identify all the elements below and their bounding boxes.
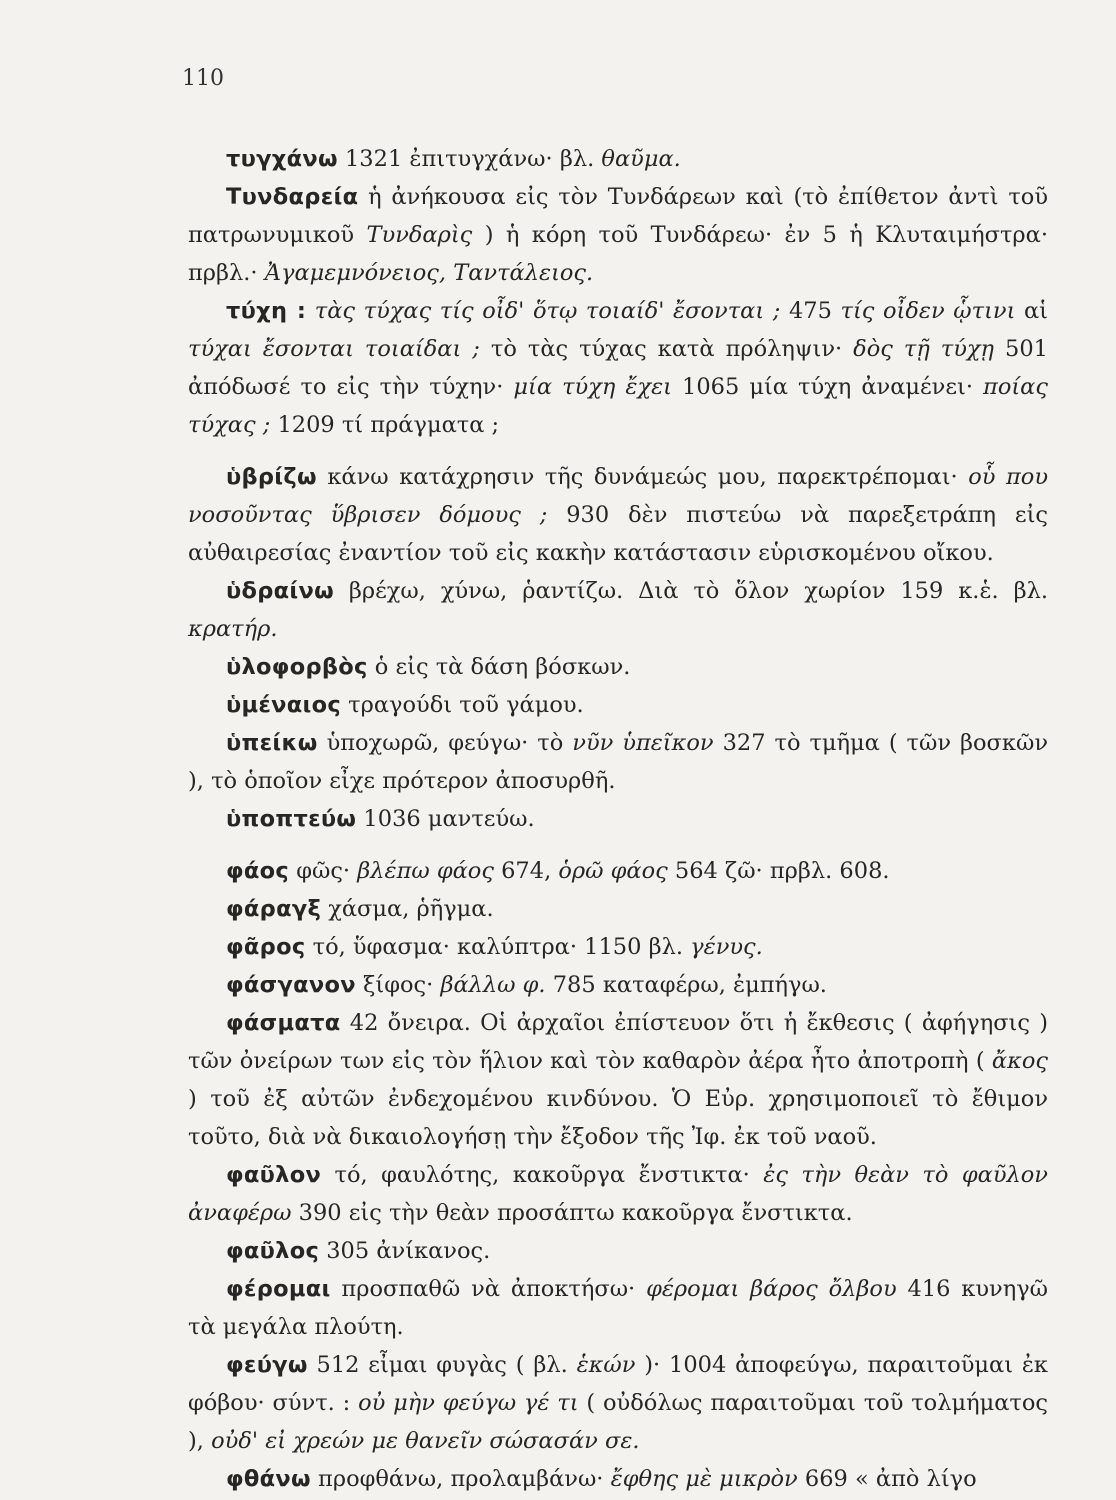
headword: φάσματα	[226, 1010, 341, 1036]
definition-text: αἱ	[1015, 298, 1049, 324]
definition-text: 390 εἰς τὴν θεὰν προσάπτω κακοῦργα ἔνστικτα.	[291, 1200, 853, 1226]
glossary-entry	[188, 292, 1048, 444]
headword: φέρομαι	[226, 1276, 331, 1302]
glossary-entry	[188, 1156, 1048, 1232]
glossary-entry	[188, 890, 1048, 928]
headword: τυγχάνω	[226, 146, 338, 172]
definition-text: 674,	[493, 858, 559, 884]
definition-text: τό, φαυλότης, κακοῦργα ἔνστικτα·	[321, 1162, 764, 1188]
glossary-entry	[188, 852, 1048, 890]
glossary-entry	[188, 648, 1048, 686]
definition-text: 416 κυνηγῶ τὰ μεγάλα πλούτη.	[188, 1276, 1048, 1340]
definition-text: ) τοῦ ἐξ αὐτῶν ἐνδεχομένου κινδύνου. Ὁ Εὐρ. χρησιμοποιεῖ τὸ ἔθιμον τοῦτο, διὰ νὰ δικαιολογήσῃ τὴν ἔξοδον τῆς Ἰφ. ἐκ τοῦ ναοῦ.	[188, 1086, 1048, 1150]
definition-text: ἡ ἀνήκουσα εἰς τὸν Τυνδάρεων καὶ (τὸ ἐπίθετον ἀντὶ τοῦ πατρωνυμικοῦ	[188, 184, 1048, 248]
definition-text: 501 ἀπόδωσέ το εἰς τὴν τύχην·	[188, 336, 1048, 400]
quoted-phrase: κρατήρ.	[188, 616, 278, 642]
quoted-phrase: ἑκών	[576, 1352, 636, 1378]
definition-text: 327 τὸ τμῆμα ( τῶν βοσκῶν ), τὸ ὁποῖον εἶχε πρότερον ἀποσυρθῆ.	[188, 730, 1049, 794]
headword: φαῦλος	[226, 1238, 320, 1264]
definition-text: 305 ἀνίκανος.	[319, 1238, 491, 1264]
headword: ὑπείκω	[226, 730, 318, 756]
quoted-phrase: βλέπω φάος	[357, 858, 494, 884]
definition-text: ( οὐδόλως παραιτοῦμαι τοῦ τολμήματος ),	[188, 1390, 1048, 1454]
definition-text: βρέχω, χύνω, ῥαντίζω. Διὰ τὸ ὅλον χωρίον 159 κ.ἑ. βλ.	[333, 578, 1048, 604]
definition-text: 512 εἶμαι φυγὰς ( βλ.	[307, 1352, 577, 1378]
definition-text: 930 δὲν πιστεύω νὰ παρεξετράπη εἰς αὐθαιρεσίας ἐναντίον τοῦ εἰς κακὴν κατάστασιν εὑρισκομένου οἴκου.	[188, 502, 1049, 566]
quoted-phrase: ποίας τύχας ;	[188, 374, 1048, 438]
glossary-entry	[188, 724, 1048, 800]
definition-text: κάνω κατάχρησιν τῆς δυνάμεώς μου, παρεκτρέπομαι·	[316, 464, 969, 490]
glossary-entry	[188, 178, 1048, 292]
glossary-entry	[188, 458, 1048, 572]
headword: τύχη :	[226, 298, 307, 324]
headword: φεύγω	[226, 1352, 308, 1378]
headword: φάος	[226, 858, 290, 884]
definition-text: ξίφος·	[355, 972, 441, 998]
quoted-phrase: θαῦμα.	[601, 146, 681, 172]
headword: φαῦλον	[226, 1162, 322, 1188]
glossary-entry	[188, 1270, 1048, 1346]
glossary-entry	[188, 572, 1048, 648]
quoted-phrase: βάλλω φ.	[440, 972, 546, 998]
definition-text: 564 ζῶ· πρβλ. 608.	[667, 858, 890, 884]
quoted-phrase: οὐ μὴν φεύγω γέ τι	[358, 1390, 579, 1416]
glossary-entry	[188, 1232, 1048, 1270]
glossary-entry	[188, 800, 1048, 838]
headword: φᾶρος	[226, 934, 306, 960]
quoted-phrase: Ἀγαμεμνόνειος, Ταντάλειος.	[264, 260, 594, 286]
headword: φθάνω	[226, 1466, 311, 1492]
quoted-phrase: τίς οἶδεν ᾧτινι	[840, 298, 1016, 324]
headword: ὑμέναιος	[226, 692, 342, 718]
headword: Τυνδαρεία	[226, 184, 359, 210]
headword: φάραγξ	[226, 896, 322, 922]
quoted-phrase: ἄκος	[991, 1048, 1048, 1074]
definition-text: 42 ὄνειρα. Οἱ ἀρχαῖοι ἐπίστευον ὅτι ἡ ἔκθεσις ( ἀφήγησις ) τῶν ὀνείρων των εἰς τὸν ἥλιον καὶ τὸν καθαρὸν ἀέρα ἦτο ἀποτροπὴ (	[188, 1010, 1048, 1074]
glossary-entry	[188, 1004, 1048, 1156]
definition-text: 1321 ἐπιτυγχάνω· βλ.	[337, 146, 602, 172]
definition-text: 1036 μαντεύω.	[356, 806, 535, 832]
quoted-phrase: φέρομαι βάρος ὄλβου	[646, 1276, 897, 1302]
headword: ὑβρίζω	[226, 464, 317, 490]
quoted-phrase: ἐς τὴν θεὰν τὸ φαῦλον ἀναφέρω	[188, 1162, 1048, 1226]
quoted-phrase: νῦν ὑπεῖκον	[572, 730, 714, 756]
definition-text: χάσμα, ῥῆγμα.	[321, 896, 494, 922]
quoted-phrase: οὐδ' εἰ χρεών με θανεῖν σώσασάν σε.	[211, 1428, 640, 1454]
definition-text: ὑποχωρῶ, φεύγω· τὸ	[317, 730, 573, 756]
quoted-phrase: ἔφθης μὲ μικρὸν	[610, 1466, 798, 1492]
definition-text: )· 1004 ἀποφεύγω, παραιτοῦμαι ἐκ φόβου· σύντ. :	[188, 1352, 1048, 1416]
quoted-phrase: οὗ που νοσοῦντας ὕβρισεν δόμους ;	[188, 464, 1048, 528]
glossary-entry	[188, 1346, 1048, 1460]
definition-text: 1209 τί πράγματα ;	[270, 412, 500, 438]
quoted-phrase: Τυνδαρὶς	[366, 222, 473, 248]
definition-text: 785 καταφέρω, ἐμπήγω.	[545, 972, 827, 998]
definition-text: προφθάνω, προλαμβάνω·	[310, 1466, 611, 1492]
definition-text: τό, ὕφασμα· καλύπτρα· 1150 βλ.	[305, 934, 691, 960]
glossary-entry	[188, 1460, 1048, 1498]
definition-text: 1065 μία τύχη ἀναμένει·	[672, 374, 984, 400]
quoted-phrase: ὁρῶ φάος	[558, 858, 668, 884]
headword: ὑποπτεύω	[226, 806, 357, 832]
definition-text: τραγούδι τοῦ γάμου.	[341, 692, 584, 718]
definition-text: 669 « ἀπὸ λίγο	[797, 1466, 977, 1492]
quoted-phrase: τὰς τύχας τίς οἶδ' ὅτῳ τοιαίδ' ἔσονται ;	[314, 298, 781, 324]
definition-text	[306, 298, 315, 324]
glossary-entry	[188, 966, 1048, 1004]
definition-text: 475	[780, 298, 841, 324]
glossary-entry	[188, 686, 1048, 724]
definition-text: ) ἡ κόρη τοῦ Τυνδάρεω· ἐν 5 ἡ Κλυταιμήστρα· πρβλ.·	[188, 222, 1049, 286]
quoted-phrase: γένυς.	[690, 934, 763, 960]
page-number: 110	[182, 66, 224, 91]
quoted-phrase: τύχαι ἔσονται τοιαίδαι ;	[188, 336, 480, 362]
glossary-entries	[188, 140, 1048, 1498]
headword: φάσγανον	[226, 972, 356, 998]
quoted-phrase: μία τύχη ἔχει	[513, 374, 672, 400]
definition-text: προσπαθῶ νὰ ἀποκτήσω·	[330, 1276, 647, 1302]
definition-text: ὁ εἰς τὰ δάση βόσκων.	[367, 654, 631, 680]
headword: ὑλοφορβὸς	[226, 654, 368, 680]
headword: ὑδραίνω	[226, 578, 334, 604]
glossary-entry	[188, 140, 1048, 178]
quoted-phrase: δὸς τῇ τύχῃ	[853, 336, 995, 362]
definition-text: φῶς·	[289, 858, 358, 884]
glossary-entry	[188, 928, 1048, 966]
definition-text: τὸ τὰς τύχας κατὰ πρόληψιν·	[479, 336, 854, 362]
